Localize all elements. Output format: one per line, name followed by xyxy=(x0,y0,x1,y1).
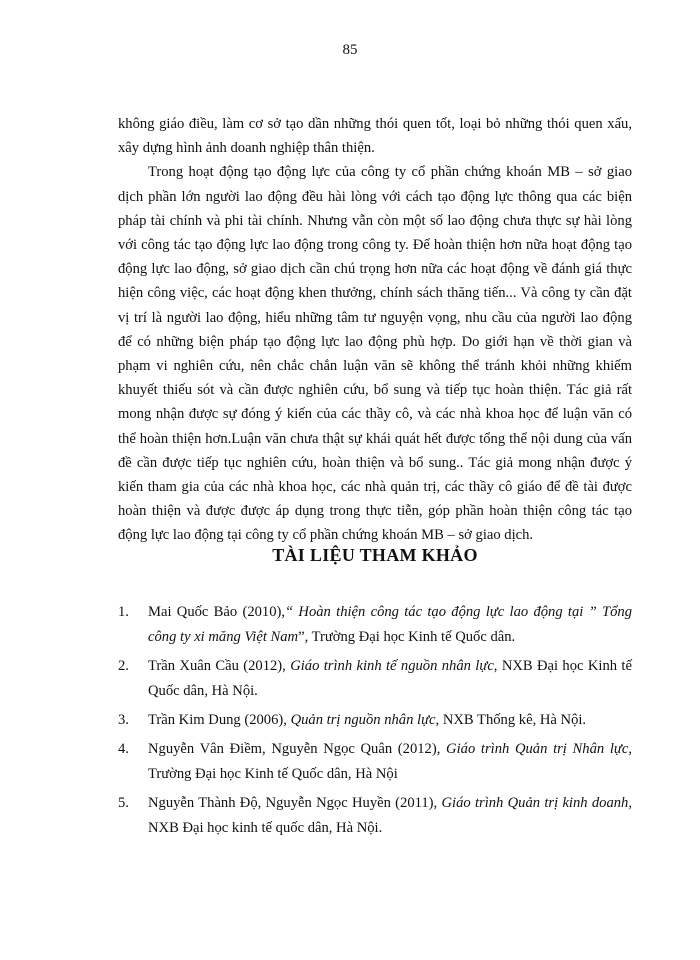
reference-publisher: , NXB Thống kê, Hà Nội. xyxy=(435,712,587,728)
reference-item xyxy=(118,600,632,650)
paragraph: không giáo điều, làm cơ sở tạo dần những thói quen tốt, loại bỏ những thói quen xấu, xây dựng hình ảnh doanh nghiệp thân thiện. xyxy=(118,116,632,157)
reference-number: 4. xyxy=(118,741,129,757)
reference-publisher: , NXB Đại học Kinh tế Quốc dân, Hà Nội. xyxy=(148,658,632,699)
reference-item xyxy=(118,708,632,733)
reference-item xyxy=(118,654,632,704)
reference-publisher: , Trường Đại học Kinh tế Quốc dân, Hà Nội xyxy=(148,741,632,782)
reference-authors: Mai Quốc Bảo (2010), xyxy=(148,604,286,620)
reference-number: 2. xyxy=(118,658,129,674)
body-text xyxy=(118,112,632,548)
page-number: 85 xyxy=(342,42,358,58)
reference-number: 3. xyxy=(118,712,129,728)
paragraph: Trong hoạt động tạo động lực của công ty cổ phần chứng khoán MB – sở giao dịch phần lớn người lao động đều hài lòng với cách tạo động lực thông qua các biện pháp tài chính và phi tài chính. Nhưng vẫn còn một số lao động chưa thực sự hài lòng với công tác tạo động lực lao động trong công ty. Để hoàn thiện hơn nữa hoạt động tạo động lực lao động, sở giao dịch cần chú trọng hơn nữa các hoạt động về đánh giá thực hiện công việc, các hoạt động khen thưởng, chính sách thăng tiến... Và công ty cần đặt vị trí là người lao động, hiểu những tâm tư nguyện vọng, nhu cầu của người lao động để có những biện pháp tạo động lực lao động phù hợp. Do giới hạn về thời gian và phạm vi nghiên cứu, nên chắc chắn luận văn sẽ không thể tránh khỏi những khiếm khuyết thiếu sót và cần được nghiên cứu, bổ sung và tiếp tục hoàn thiện. Tác giả rất mong nhận được sự đóng ý kiến của các thầy cô, và các nhà khoa học để luận văn có thể hoàn thiện hơn.Luận văn chưa thật sự khái quát hết được tổng thể nội dung của vấn đề cần được tiếp tục nghiên cứu, hoàn thiện và bổ sung.. Tác giả mong nhận được ý kiến tham gia của các nhà khoa học, các nhà quản trị, các thầy cô giáo để đề tài được hoàn thiện và được được áp dụng trong thực tiễn, góp phần hoàn thiện công tác tạo động lực lao động tại công ty cổ phần chứng khoán MB – sở giao dịch. xyxy=(118,164,632,544)
reference-number: 5. xyxy=(118,795,129,811)
reference-number: 1. xyxy=(118,604,129,620)
reference-publisher: ”, Trường Đại học Kinh tế Quốc dân. xyxy=(298,629,516,645)
reference-title: Giáo trình Quản trị kinh doanh xyxy=(441,795,629,811)
references-heading: TÀI LIỆU THAM KHẢO xyxy=(272,545,478,565)
reference-title: Giáo trình kinh tế nguồn nhân lực xyxy=(290,658,494,674)
reference-title: Quản trị nguồn nhân lực xyxy=(290,712,436,728)
reference-title: Giáo trình Quản trị Nhân lực xyxy=(446,741,629,757)
reference-item xyxy=(118,791,632,841)
references-list xyxy=(118,600,632,845)
reference-title: “ Hoàn thiện công tác tạo động lực lao động tại ” Tổng công ty xi măng Việt Nam xyxy=(148,604,632,645)
reference-publisher: , NXB Đại học kinh tế quốc dân, Hà Nội. xyxy=(148,795,632,836)
reference-item xyxy=(118,737,632,787)
reference-authors: Nguyễn Vân Điềm, Nguyễn Ngọc Quân (2012), xyxy=(148,741,447,757)
reference-authors: Trần Xuân Cầu (2012), xyxy=(148,658,291,674)
reference-authors: Trần Kim Dung (2006), xyxy=(148,712,291,728)
reference-authors: Nguyễn Thành Độ, Nguyễn Ngọc Huyền (2011), xyxy=(148,795,442,811)
